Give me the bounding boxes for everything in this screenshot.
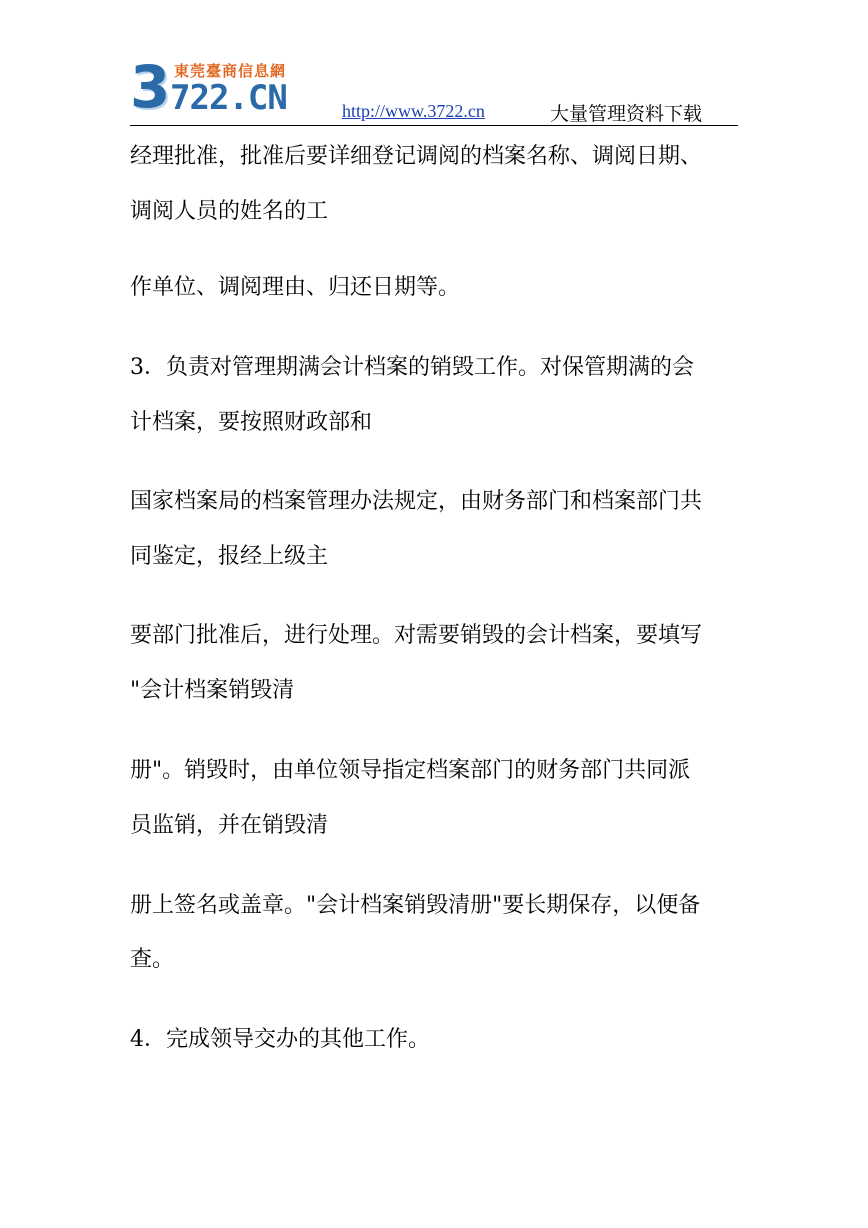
header-url-link[interactable]: http://www.3722.cn	[342, 101, 485, 121]
body-line: 调阅人员的姓名的工	[130, 199, 329, 224]
logo-domain: 722.CN	[170, 78, 287, 118]
body-line: 经理批准，批准后要详细登记调阅的档案名称、调阅日期、	[130, 144, 703, 169]
body-line: 员监销，并在销毁清	[130, 813, 329, 838]
body-line: "会计档案销毁清	[130, 678, 295, 703]
body-line: 计档案，要按照财政部和	[130, 410, 373, 435]
header-tagline: 大量管理资料下载	[550, 103, 703, 125]
body-line: 同鉴定，报经上级主	[130, 544, 329, 569]
body-line: 册"。销毁时，由单位领导指定档案部门的财务部门共同派	[130, 758, 691, 783]
body-line: 3．负责对管理期满会计档案的销毁工作。对保管期满的会	[130, 355, 694, 380]
body-line: 作单位、调阅理由、归还日期等。	[130, 275, 461, 300]
body-line: 查。	[130, 947, 175, 972]
site-logo	[130, 52, 310, 124]
body-line: 册上签名或盖章。"会计档案销毁清册"要长期保存，以便备	[130, 893, 701, 918]
logo-chinese-name: 東莞臺商信息網	[174, 62, 287, 80]
body-line: 要部门批准后，进行处理。对需要销毁的会计档案，要填写	[130, 623, 703, 648]
body-line: 国家档案局的档案管理办法规定，由财务部门和档案部门共	[130, 489, 703, 514]
body-line: 4．完成领导交办的其他工作。	[130, 1027, 430, 1052]
header-divider	[130, 125, 738, 126]
logo-number: 3	[130, 53, 171, 121]
